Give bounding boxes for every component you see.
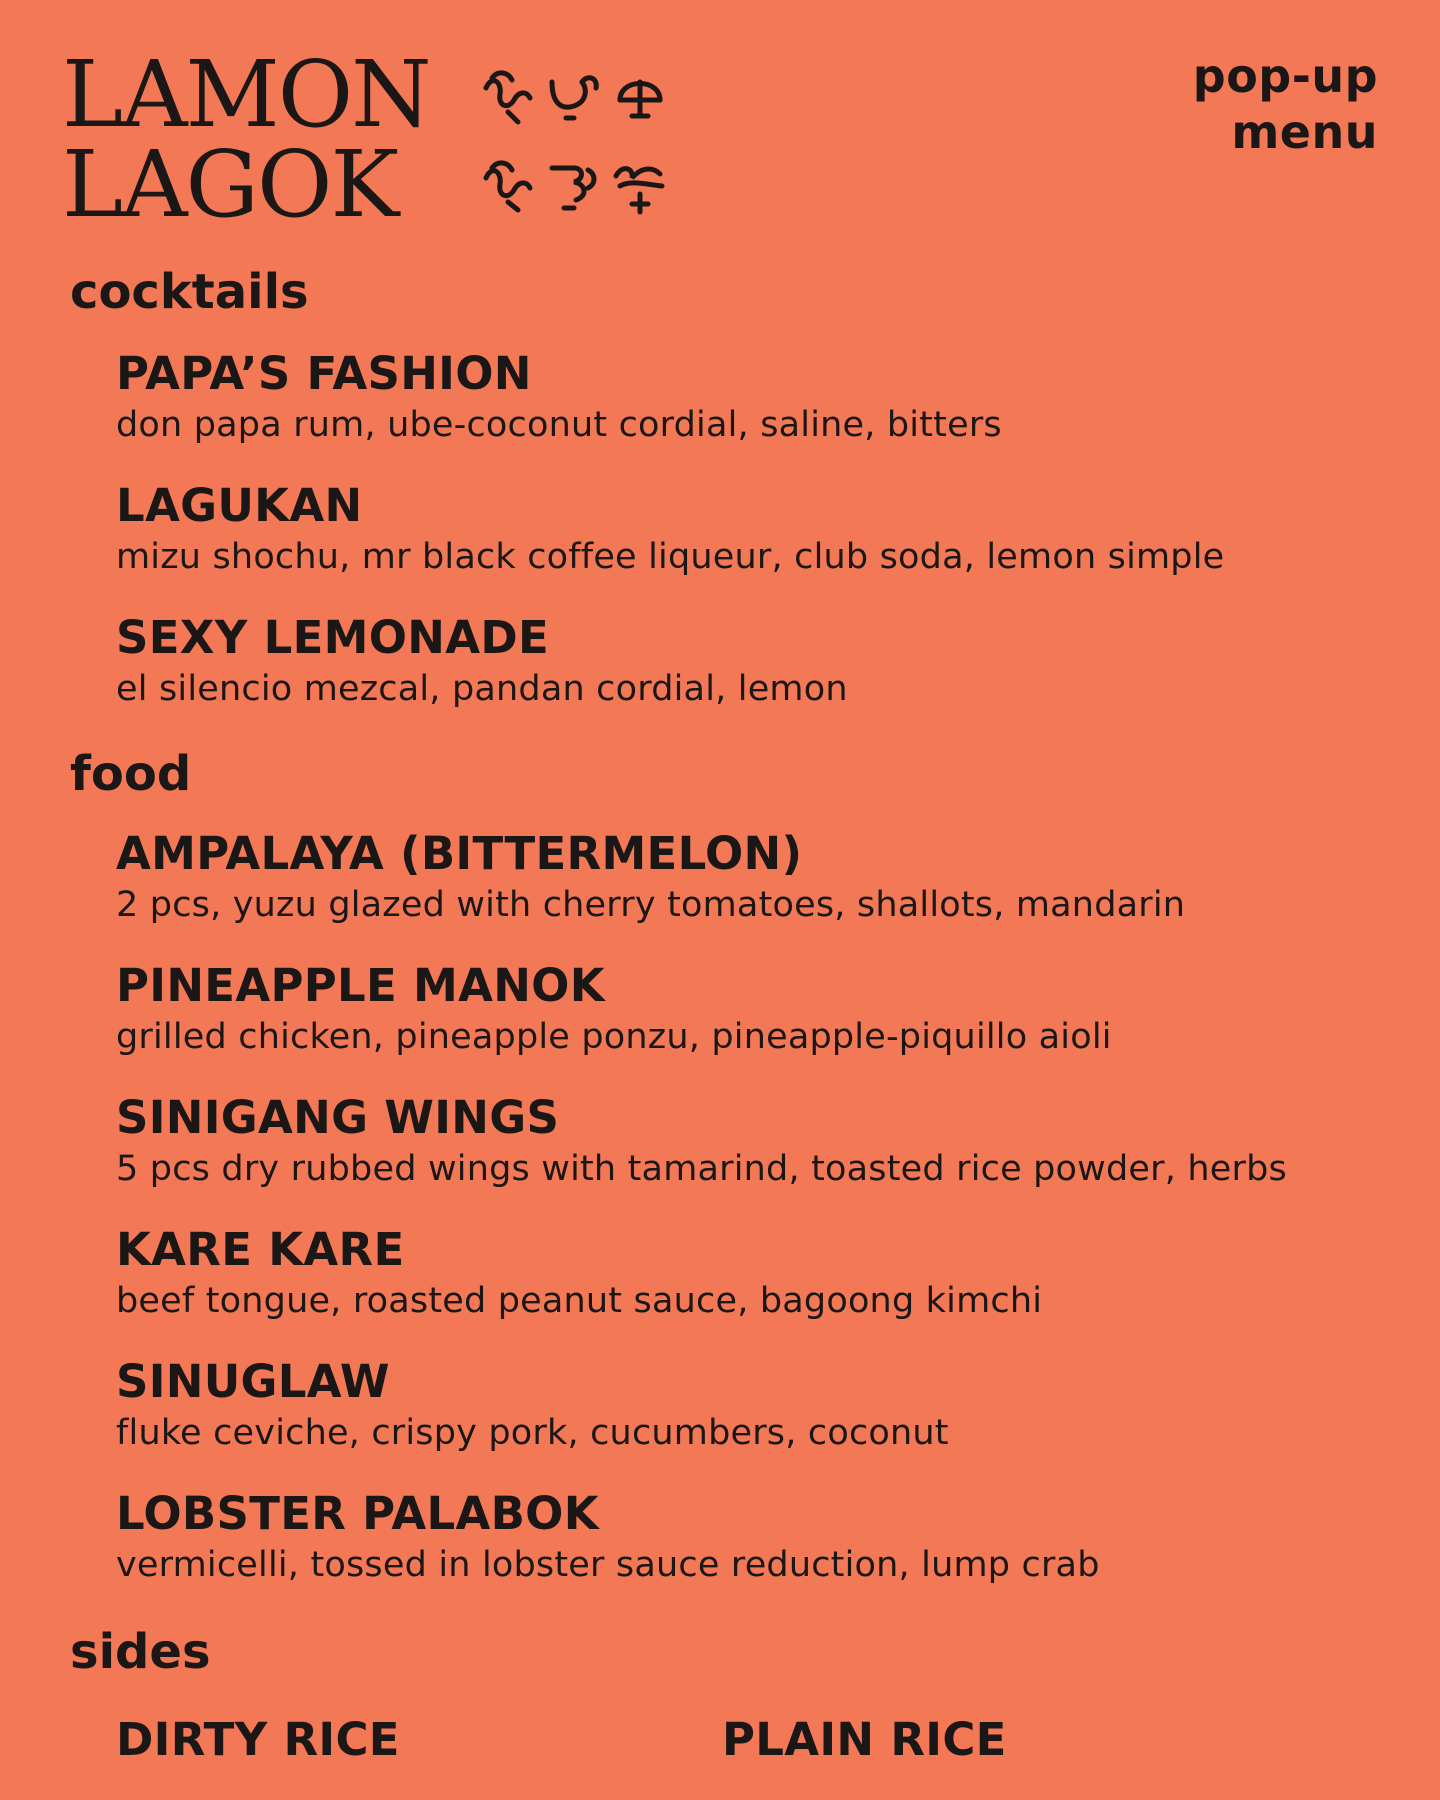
item-description: 2 pcs, yuzu glazed with cherry tomatoes, shallots, mandarin (116, 885, 1186, 925)
popup-line-1: pop-up (1192, 49, 1378, 103)
item-description: beef tongue, roasted peanut sauce, bagoong kimchi (116, 1281, 1043, 1321)
item-name: LAGUKAN (116, 479, 363, 532)
item-name: SEXY LEMONADE (116, 611, 550, 664)
baybayin-la-2-icon (478, 150, 538, 220)
menu-item (116, 346, 1002, 448)
logo (62, 41, 670, 238)
logo-line-1 (62, 41, 670, 148)
popup-line-2: menu (1231, 105, 1378, 159)
side-item-plain-rice: PLAIN RICE (722, 1713, 1007, 1766)
popup-menu-label (1193, 48, 1378, 160)
menu-item (116, 1222, 1042, 1324)
item-description: mizu shochu, mr black coffee liqueur, club soda, lemon simple (116, 537, 1225, 577)
baybayin-glyphs-2 (478, 150, 670, 220)
section-title-food: food (70, 746, 192, 802)
baybayin-la-icon (478, 60, 538, 130)
menu-item (116, 826, 1185, 928)
logo-word-lagok: LAGOK (62, 131, 398, 238)
menu-item (116, 478, 1224, 580)
section-title-sides: sides (70, 1624, 211, 1680)
item-name: AMPALAYA (BITTERMELON) (116, 827, 803, 880)
item-name: SINIGANG WINGS (116, 1091, 560, 1144)
item-description: vermicelli, tossed in lobster sauce reduction, lump crab (116, 1545, 1100, 1585)
item-name: PAPA’S FASHION (116, 347, 532, 400)
menu-item (116, 958, 1112, 1060)
baybayin-mo-icon (544, 60, 604, 130)
section-title-cocktails: cocktails (70, 264, 309, 320)
item-description: fluke ceviche, crispy pork, cucumbers, coconut (116, 1413, 949, 1453)
menu-item (116, 610, 848, 712)
item-name: LOBSTER PALABOK (116, 1487, 599, 1540)
item-description: grilled chicken, pineapple ponzu, pineapple-piquillo aioli (116, 1017, 1112, 1057)
item-name: SINUGLAW (116, 1355, 390, 1408)
menu-item (116, 1090, 1287, 1192)
item-name: PINEAPPLE MANOK (116, 959, 605, 1012)
item-description: 5 pcs dry rubbed wings with tamarind, toasted rice powder, herbs (116, 1149, 1287, 1189)
logo-word-lamon: LAMON (62, 41, 430, 148)
baybayin-go-icon (544, 150, 604, 220)
menu-item (116, 1486, 1100, 1588)
side-item-dirty-rice: DIRTY RICE (116, 1713, 400, 1766)
item-description: el silencio mezcal, pandan cordial, lemon (116, 669, 848, 709)
baybayin-n-icon (610, 60, 670, 130)
item-name: KARE KARE (116, 1223, 405, 1276)
menu-item (116, 1354, 949, 1456)
baybayin-k-icon (610, 150, 670, 220)
item-description: don papa rum, ube-coconut cordial, saline, bitters (116, 405, 1002, 445)
logo-line-2 (62, 131, 670, 238)
baybayin-glyphs-1 (478, 60, 670, 130)
